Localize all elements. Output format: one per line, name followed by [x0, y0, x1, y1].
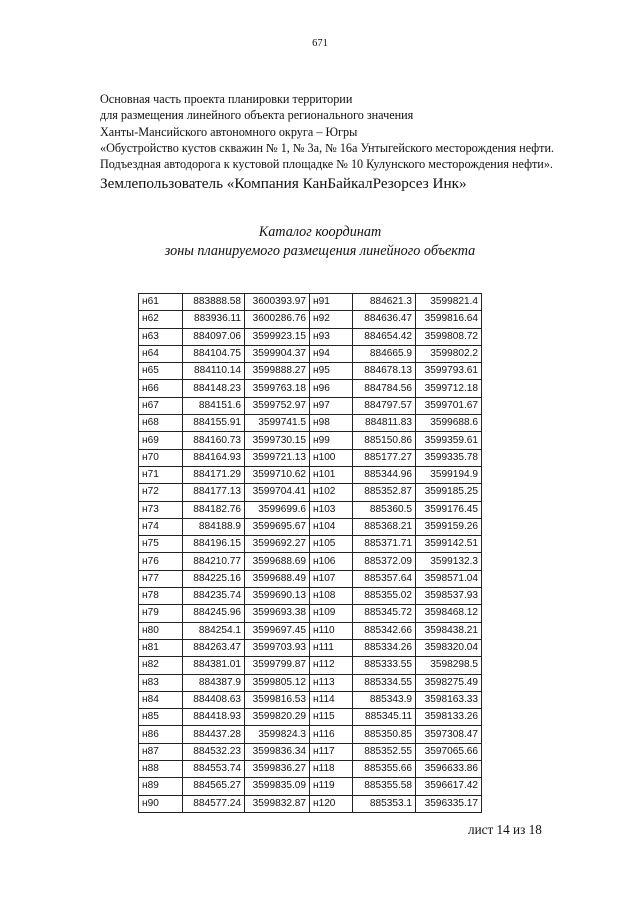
x-coordinate-cell: 884811.83 — [353, 415, 416, 432]
y-coordinate-cell: 3598537.93 — [416, 588, 482, 605]
y-coordinate-cell: 3599816.64 — [416, 311, 482, 328]
point-name-cell: н109 — [310, 605, 353, 622]
point-name-cell: н108 — [310, 588, 353, 605]
coordinates-table — [138, 293, 482, 813]
point-name-cell: н112 — [310, 657, 353, 674]
table-row — [139, 294, 482, 311]
y-coordinate-cell: 3596617.42 — [416, 778, 482, 795]
point-name-cell: н111 — [310, 639, 353, 656]
y-coordinate-cell: 3598468.12 — [416, 605, 482, 622]
x-coordinate-cell: 885350.85 — [353, 726, 416, 743]
point-name-cell: н83 — [139, 674, 183, 691]
y-coordinate-cell: 3599699.6 — [245, 501, 310, 518]
table-row — [139, 691, 482, 708]
y-coordinate-cell: 3598320.04 — [416, 639, 482, 656]
y-coordinate-cell: 3598298.5 — [416, 657, 482, 674]
y-coordinate-cell: 3599808.72 — [416, 328, 482, 345]
y-coordinate-cell: 3599741.5 — [245, 415, 310, 432]
y-coordinate-cell: 3598571.04 — [416, 570, 482, 587]
catalog-title — [0, 223, 640, 261]
point-name-cell: н105 — [310, 536, 353, 553]
y-coordinate-cell: 3599730.15 — [245, 432, 310, 449]
x-coordinate-cell: 884797.57 — [353, 397, 416, 414]
x-coordinate-cell: 885357.64 — [353, 570, 416, 587]
x-coordinate-cell: 885345.72 — [353, 605, 416, 622]
x-coordinate-cell: 884155.91 — [183, 415, 245, 432]
point-name-cell: н101 — [310, 466, 353, 483]
x-coordinate-cell: 884097.06 — [183, 328, 245, 345]
point-name-cell: н62 — [139, 311, 183, 328]
table-row — [139, 415, 482, 432]
y-coordinate-cell: 3599710.62 — [245, 466, 310, 483]
point-name-cell: н74 — [139, 518, 183, 535]
table-row — [139, 588, 482, 605]
point-name-cell: н113 — [310, 674, 353, 691]
y-coordinate-cell: 3599704.41 — [245, 484, 310, 501]
point-name-cell: н73 — [139, 501, 183, 518]
table-row — [139, 674, 482, 691]
x-coordinate-cell: 885368.21 — [353, 518, 416, 535]
catalog-title-line-1: Каталог координат — [258, 224, 382, 240]
x-coordinate-cell: 884110.14 — [183, 363, 245, 380]
x-coordinate-cell: 884235.74 — [183, 588, 245, 605]
y-coordinate-cell: 3599688.69 — [245, 553, 310, 570]
x-coordinate-cell: 885343.9 — [353, 691, 416, 708]
table-row — [139, 726, 482, 743]
point-name-cell: н81 — [139, 639, 183, 656]
table-row — [139, 709, 482, 726]
point-name-cell: н87 — [139, 743, 183, 760]
y-coordinate-cell: 3599142.51 — [416, 536, 482, 553]
point-name-cell: н95 — [310, 363, 353, 380]
y-coordinate-cell: 3599888.27 — [245, 363, 310, 380]
x-coordinate-cell: 885177.27 — [353, 449, 416, 466]
point-name-cell: н68 — [139, 415, 183, 432]
x-coordinate-cell: 883936.11 — [183, 311, 245, 328]
x-coordinate-cell: 884577.24 — [183, 795, 245, 812]
point-name-cell: н117 — [310, 743, 353, 760]
x-coordinate-cell: 884182.76 — [183, 501, 245, 518]
table-row — [139, 761, 482, 778]
x-coordinate-cell: 884196.15 — [183, 536, 245, 553]
x-coordinate-cell: 884177.13 — [183, 484, 245, 501]
x-coordinate-cell: 884387.9 — [183, 674, 245, 691]
land-user: Землепользователь «Компания КанБайкалРезорсез Инк» — [100, 175, 467, 193]
point-name-cell: н86 — [139, 726, 183, 743]
x-coordinate-cell: 884621.3 — [353, 294, 416, 311]
point-name-cell: н106 — [310, 553, 353, 570]
y-coordinate-cell: 3599820.29 — [245, 709, 310, 726]
page-number: 671 — [312, 38, 328, 49]
table-row — [139, 778, 482, 795]
y-coordinate-cell: 3598163.33 — [416, 691, 482, 708]
x-coordinate-cell: 884381.01 — [183, 657, 245, 674]
coordinates-table-body — [139, 294, 482, 813]
y-coordinate-cell: 3596633.86 — [416, 761, 482, 778]
point-name-cell: н64 — [139, 345, 183, 362]
header-line-2: для размещения линейного объекта регионального значения — [100, 108, 414, 123]
y-coordinate-cell: 3598133.26 — [416, 709, 482, 726]
y-coordinate-cell: 3599688.6 — [416, 415, 482, 432]
y-coordinate-cell: 3597308.47 — [416, 726, 482, 743]
point-name-cell: н94 — [310, 345, 353, 362]
y-coordinate-cell: 3599695.67 — [245, 518, 310, 535]
table-row — [139, 536, 482, 553]
y-coordinate-cell: 3599793.61 — [416, 363, 482, 380]
y-coordinate-cell: 3599836.34 — [245, 743, 310, 760]
table-row — [139, 553, 482, 570]
y-coordinate-cell: 3599802.2 — [416, 345, 482, 362]
table-row — [139, 657, 482, 674]
point-name-cell: н78 — [139, 588, 183, 605]
x-coordinate-cell: 885355.02 — [353, 588, 416, 605]
table-row — [139, 432, 482, 449]
y-coordinate-cell: 3599763.18 — [245, 380, 310, 397]
x-coordinate-cell: 884565.27 — [183, 778, 245, 795]
x-coordinate-cell: 885371.71 — [353, 536, 416, 553]
table-row — [139, 466, 482, 483]
table-row — [139, 622, 482, 639]
x-coordinate-cell: 885334.55 — [353, 674, 416, 691]
point-name-cell: н76 — [139, 553, 183, 570]
y-coordinate-cell: 3599836.27 — [245, 761, 310, 778]
point-name-cell: н110 — [310, 622, 353, 639]
x-coordinate-cell: 885150.86 — [353, 432, 416, 449]
point-name-cell: н120 — [310, 795, 353, 812]
point-name-cell: н99 — [310, 432, 353, 449]
x-coordinate-cell: 883888.58 — [183, 294, 245, 311]
point-name-cell: н69 — [139, 432, 183, 449]
point-name-cell: н116 — [310, 726, 353, 743]
point-name-cell: н107 — [310, 570, 353, 587]
y-coordinate-cell: 3598275.49 — [416, 674, 482, 691]
table-row — [139, 501, 482, 518]
table-row — [139, 345, 482, 362]
x-coordinate-cell: 884171.29 — [183, 466, 245, 483]
point-name-cell: н72 — [139, 484, 183, 501]
table-row — [139, 449, 482, 466]
x-coordinate-cell: 884148.23 — [183, 380, 245, 397]
y-coordinate-cell: 3599359.61 — [416, 432, 482, 449]
x-coordinate-cell: 884678.13 — [353, 363, 416, 380]
point-name-cell: н104 — [310, 518, 353, 535]
y-coordinate-cell: 3599693.38 — [245, 605, 310, 622]
y-coordinate-cell: 3596335.17 — [416, 795, 482, 812]
y-coordinate-cell: 3599904.37 — [245, 345, 310, 362]
point-name-cell: н63 — [139, 328, 183, 345]
point-name-cell: н98 — [310, 415, 353, 432]
x-coordinate-cell: 885355.66 — [353, 761, 416, 778]
point-name-cell: н84 — [139, 691, 183, 708]
y-coordinate-cell: 3600286.76 — [245, 311, 310, 328]
point-name-cell: н92 — [310, 311, 353, 328]
table-row — [139, 484, 482, 501]
y-coordinate-cell: 3599335.78 — [416, 449, 482, 466]
table-row — [139, 397, 482, 414]
point-name-cell: н67 — [139, 397, 183, 414]
y-coordinate-cell: 3599799.87 — [245, 657, 310, 674]
point-name-cell: н102 — [310, 484, 353, 501]
point-name-cell: н77 — [139, 570, 183, 587]
y-coordinate-cell: 3599701.67 — [416, 397, 482, 414]
x-coordinate-cell: 884654.42 — [353, 328, 416, 345]
y-coordinate-cell: 3599712.18 — [416, 380, 482, 397]
point-name-cell: н85 — [139, 709, 183, 726]
y-coordinate-cell: 3599835.09 — [245, 778, 310, 795]
x-coordinate-cell: 885353.1 — [353, 795, 416, 812]
table-row — [139, 570, 482, 587]
x-coordinate-cell: 884245.96 — [183, 605, 245, 622]
y-coordinate-cell: 3599805.12 — [245, 674, 310, 691]
header-line-4: «Обустройство кустов скважин № 1, № 3а, № 16а Унтыгейского месторождения нефти. — [100, 140, 555, 155]
point-name-cell: н88 — [139, 761, 183, 778]
table-row — [139, 380, 482, 397]
point-name-cell: н93 — [310, 328, 353, 345]
x-coordinate-cell: 884104.75 — [183, 345, 245, 362]
y-coordinate-cell: 3599752.97 — [245, 397, 310, 414]
x-coordinate-cell: 884263.47 — [183, 639, 245, 656]
point-name-cell: н115 — [310, 709, 353, 726]
y-coordinate-cell: 3599159.26 — [416, 518, 482, 535]
header-line-5: Подъездная автодорога к кустовой площадке № 10 Кулунского месторождения нефти». — [100, 157, 553, 172]
x-coordinate-cell: 885360.5 — [353, 501, 416, 518]
point-name-cell: н89 — [139, 778, 183, 795]
table-row — [139, 363, 482, 380]
sheet-number: лист 14 из 18 — [468, 822, 542, 837]
point-name-cell: н118 — [310, 761, 353, 778]
point-name-cell: н119 — [310, 778, 353, 795]
table-row — [139, 311, 482, 328]
x-coordinate-cell: 884784.56 — [353, 380, 416, 397]
header-line-3: Ханты-Мансийского автономного округа – Югры — [100, 124, 358, 139]
point-name-cell: н91 — [310, 294, 353, 311]
x-coordinate-cell: 884437.28 — [183, 726, 245, 743]
table-row — [139, 518, 482, 535]
point-name-cell: н65 — [139, 363, 183, 380]
y-coordinate-cell: 3599692.27 — [245, 536, 310, 553]
table-row — [139, 605, 482, 622]
y-coordinate-cell: 3599185.25 — [416, 484, 482, 501]
y-coordinate-cell: 3599690.13 — [245, 588, 310, 605]
x-coordinate-cell: 884553.74 — [183, 761, 245, 778]
x-coordinate-cell: 884188.9 — [183, 518, 245, 535]
y-coordinate-cell: 3599194.9 — [416, 466, 482, 483]
table-row — [139, 328, 482, 345]
catalog-title-line-2: зоны планируемого размещения линейного объекта — [164, 243, 476, 259]
point-name-cell: н100 — [310, 449, 353, 466]
x-coordinate-cell: 885345.11 — [353, 709, 416, 726]
y-coordinate-cell: 3597065.66 — [416, 743, 482, 760]
point-name-cell: н97 — [310, 397, 353, 414]
y-coordinate-cell: 3599816.53 — [245, 691, 310, 708]
point-name-cell: н96 — [310, 380, 353, 397]
x-coordinate-cell: 884532.23 — [183, 743, 245, 760]
point-name-cell: н61 — [139, 294, 183, 311]
y-coordinate-cell: 3599923.15 — [245, 328, 310, 345]
table-row — [139, 743, 482, 760]
x-coordinate-cell: 885352.55 — [353, 743, 416, 760]
x-coordinate-cell: 884636.47 — [353, 311, 416, 328]
y-coordinate-cell: 3599688.49 — [245, 570, 310, 587]
x-coordinate-cell: 885333.55 — [353, 657, 416, 674]
table-row — [139, 795, 482, 812]
x-coordinate-cell: 884164.93 — [183, 449, 245, 466]
x-coordinate-cell: 885342.66 — [353, 622, 416, 639]
x-coordinate-cell: 884225.16 — [183, 570, 245, 587]
table-row — [139, 639, 482, 656]
x-coordinate-cell: 885344.96 — [353, 466, 416, 483]
y-coordinate-cell: 3599697.45 — [245, 622, 310, 639]
x-coordinate-cell: 885334.26 — [353, 639, 416, 656]
point-name-cell: н103 — [310, 501, 353, 518]
x-coordinate-cell: 884160.73 — [183, 432, 245, 449]
point-name-cell: н70 — [139, 449, 183, 466]
point-name-cell: н66 — [139, 380, 183, 397]
y-coordinate-cell: 3599703.93 — [245, 639, 310, 656]
y-coordinate-cell: 3599721.13 — [245, 449, 310, 466]
y-coordinate-cell: 3598438.21 — [416, 622, 482, 639]
point-name-cell: н82 — [139, 657, 183, 674]
y-coordinate-cell: 3599832.87 — [245, 795, 310, 812]
x-coordinate-cell: 885352.87 — [353, 484, 416, 501]
x-coordinate-cell: 885355.58 — [353, 778, 416, 795]
y-coordinate-cell: 3600393.97 — [245, 294, 310, 311]
point-name-cell: н80 — [139, 622, 183, 639]
point-name-cell: н114 — [310, 691, 353, 708]
point-name-cell: н90 — [139, 795, 183, 812]
y-coordinate-cell: 3599176.45 — [416, 501, 482, 518]
document-header — [100, 91, 620, 194]
x-coordinate-cell: 884151.6 — [183, 397, 245, 414]
header-line-1: Основная часть проекта планировки территории — [100, 92, 353, 106]
y-coordinate-cell: 3599821.4 — [416, 294, 482, 311]
x-coordinate-cell: 884418.93 — [183, 709, 245, 726]
y-coordinate-cell: 3599824.3 — [245, 726, 310, 743]
x-coordinate-cell: 884210.77 — [183, 553, 245, 570]
x-coordinate-cell: 884665.9 — [353, 345, 416, 362]
x-coordinate-cell: 885372.09 — [353, 553, 416, 570]
x-coordinate-cell: 884408.63 — [183, 691, 245, 708]
y-coordinate-cell: 3599132.3 — [416, 553, 482, 570]
point-name-cell: н71 — [139, 466, 183, 483]
point-name-cell: н79 — [139, 605, 183, 622]
point-name-cell: н75 — [139, 536, 183, 553]
x-coordinate-cell: 884254.1 — [183, 622, 245, 639]
